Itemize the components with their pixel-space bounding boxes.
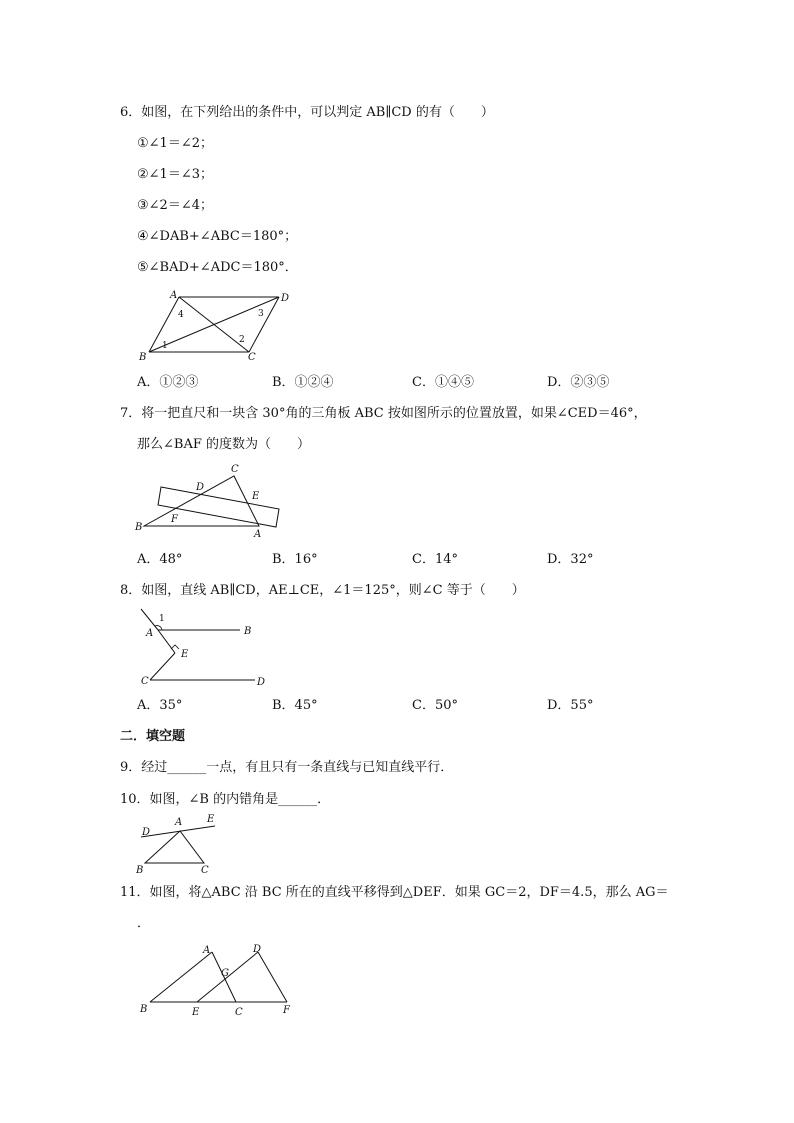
q8-option-a[interactable]: A．35° — [137, 698, 183, 713]
q11-label-G: G — [221, 968, 229, 979]
q11-stem-end: ． — [137, 916, 151, 931]
q6-option-a[interactable]: A．①②③ — [137, 375, 199, 390]
q7-label-B: B — [135, 522, 143, 533]
q6-angle-2: 2 — [239, 335, 245, 345]
q7-option-a[interactable]: A．48° — [137, 552, 183, 567]
q8-label-A: A — [146, 628, 154, 639]
q6-label-D: D — [281, 293, 290, 304]
q6-label-B: B — [139, 352, 147, 363]
q7-label-F: F — [171, 514, 178, 525]
q11-label-D: D — [253, 944, 262, 955]
q10-label-C: C — [201, 865, 209, 876]
q11-label-C: C — [235, 1007, 243, 1018]
q8-label-B: B — [244, 626, 252, 637]
q7-figure — [135, 460, 285, 540]
q6-angle-1: 1 — [162, 341, 168, 351]
q7-option-b[interactable]: B．16° — [272, 552, 318, 567]
q6-option-c[interactable]: C．①④⑤ — [412, 375, 474, 390]
q7-stem-line2: 那么∠BAF 的度数为（ ） — [137, 437, 310, 452]
q10-label-B: B — [136, 865, 144, 876]
q10-stem: 10．如图，∠B 的内错角是______． — [120, 792, 331, 807]
q8-figure — [135, 604, 275, 689]
q6-angle-3: 3 — [258, 309, 264, 319]
q6-label-C: C — [248, 352, 256, 363]
q7-option-d[interactable]: D．32° — [547, 552, 594, 567]
q6-label-A: A — [170, 290, 178, 301]
q10-label-D: D — [142, 827, 151, 838]
q6-condition: ②∠1＝∠3； — [137, 167, 213, 182]
q7-option-c[interactable]: C．14° — [412, 552, 458, 567]
q8-stem: 8．如图，直线 AB∥CD，AE⊥CE，∠1＝125°，则∠C 等于（ ） — [120, 583, 525, 598]
q8-angle-1: 1 — [159, 614, 165, 624]
q10-label-A: A — [175, 817, 183, 828]
q6-condition: ④∠DAB+∠ABC＝180°； — [137, 229, 298, 244]
q7-label-E: E — [252, 491, 260, 502]
q10-figure — [135, 813, 225, 875]
q6-condition: ⑤∠BAD+∠ADC＝180°． — [137, 260, 298, 275]
q6-option-d[interactable]: D．②③⑤ — [547, 375, 610, 390]
q6-figure — [135, 288, 295, 368]
q8-option-c[interactable]: C．50° — [412, 698, 458, 713]
q8-option-d[interactable]: D．55° — [547, 698, 594, 713]
q11-stem: 11．如图，将△ABC 沿 BC 所在的直线平移得到△DEF．如果 GC＝2，DF＝4.5，那么 AG＝ — [120, 885, 669, 900]
q11-label-A: A — [203, 945, 211, 956]
q6-option-b[interactable]: B．①②④ — [272, 375, 334, 390]
q8-label-D: D — [257, 677, 266, 688]
q11-label-F: F — [283, 1005, 290, 1016]
q11-label-E: E — [192, 1007, 200, 1018]
section-heading: 二．填空题 — [120, 729, 186, 744]
q6-angle-4: 4 — [178, 310, 184, 320]
q11-figure — [135, 940, 305, 1020]
q6-condition: ①∠1＝∠2； — [137, 136, 213, 151]
q6-condition: ③∠2＝∠4； — [137, 198, 213, 213]
q8-label-E: E — [181, 649, 189, 660]
q11-label-B: B — [140, 1004, 148, 1015]
q7-stem-line1: 7．将一把直尺和一块含 30°角的三角板 ABC 按如图所示的位置放置，如果∠CED＝46°， — [120, 406, 647, 421]
q10-label-E: E — [207, 814, 215, 825]
q9-stem: 9．经过______一点，有且只有一条直线与已知直线平行． — [120, 760, 454, 775]
q6-stem: 6．如图，在下列给出的条件中，可以判定 AB∥CD 的有（ ） — [120, 105, 494, 120]
q8-option-b[interactable]: B．45° — [272, 698, 318, 713]
q7-label-C: C — [231, 464, 239, 475]
q8-label-C: C — [141, 676, 149, 687]
q7-label-D: D — [196, 482, 205, 493]
q7-label-A: A — [254, 529, 262, 540]
